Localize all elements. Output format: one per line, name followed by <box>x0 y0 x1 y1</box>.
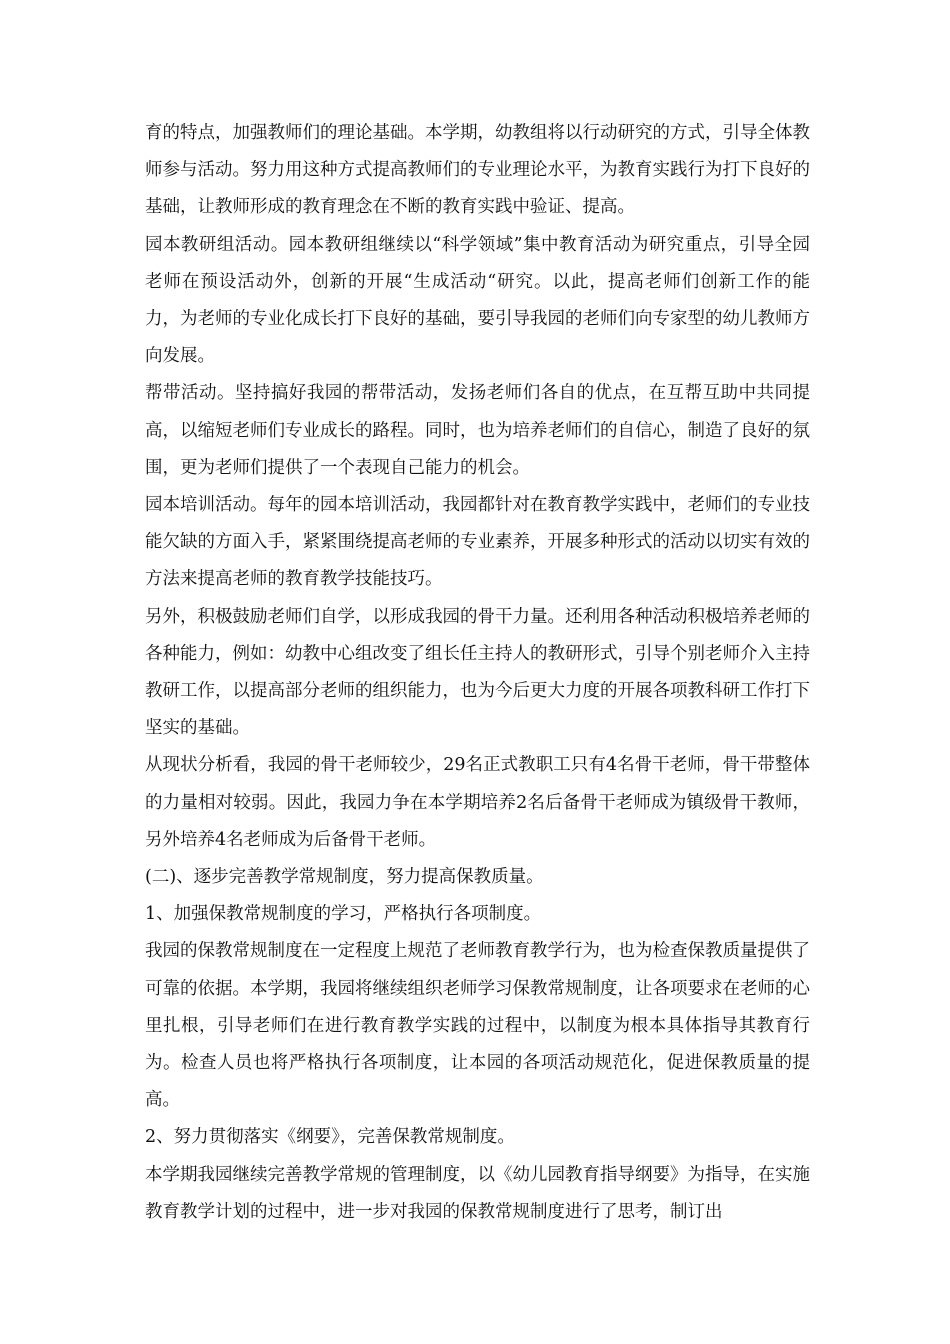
section-heading-2: (二)、逐步完善教学常规制度，努力提高保教质量。 <box>145 867 544 888</box>
paragraph-self-study: 另外，积极鼓励老师们自学，以形成我园的骨干力量。还利用各种活动积极培养老师的各种能力，例如：幼教中心组改变了组长任主持人的教研形式，引导个别老师介入主持教研工作，以提高部分老师的组织能力，也为今后更大力度的开展各项教科研工作打下坚实的基础。 <box>145 606 810 739</box>
paragraph-guideline: 本学期我园继续完善教学常规的管理制度，以《幼儿园教育指导纲要》为指导，在实施教育教学计划的过程中，进一步对我园的保教常规制度进行了思考，制订出 <box>145 1164 810 1222</box>
paragraph-training-activity: 园本培训活动。每年的园本培训活动，我园都针对在教育教学实践中，老师们的专业技能欠缺的方面入手，紧紧围绕提高老师的专业素养，开展多种形式的活动以切实有效的方法来提高老师的教育教学技能技巧。 <box>145 495 810 590</box>
subheading-1: 1、加强保教常规制度的学习，严格执行各项制度。 <box>145 904 542 925</box>
subheading-2: 2、努力贯彻落实《纲要》，完善保教常规制度。 <box>145 1127 515 1148</box>
paragraph-mentoring-activity: 帮带活动。坚持搞好我园的帮带活动，发扬老师们各自的优点，在互帮互助中共同提高，以缩短老师们专业成长的路程。同时，也为培养老师们的自信心，制造了良好的氛围，更为老师们提供了一个表现自己能力的机会。 <box>145 383 810 478</box>
document-body <box>145 115 810 1231</box>
paragraph-teaching-research-group: 园本教研组活动。园本教研组继续以“科学领域”集中教育活动为研究重点，引导全园老师在预设活动外，创新的开展“生成活动“研究。以此，提高老师们创新工作的能力，为老师的专业化成长打下良好的基础，要引导我园的老师们向专家型的幼儿教师方向发展。 <box>145 234 810 367</box>
paragraph-theory-basis: 育的特点，加强教师们的理论基础。本学期，幼教组将以行动研究的方式，引导全体教师参与活动。努力用这种方式提高教师们的专业理论水平，为教育实践行为打下良好的基础，让教师形成的教育理念在不断的教育实践中验证、提高。 <box>145 123 810 218</box>
paragraph-status-analysis: 从现状分析看，我园的骨干老师较少，29名正式教职工只有4名骨干老师，骨干带整体的力量相对较弱。因此，我园力争在本学期培养2名后备骨干老师成为镇级骨干教师，另外培养4名老师成为后备骨干老师。 <box>145 755 810 850</box>
paragraph-regulations: 我园的保教常规制度在一定程度上规范了老师教育教学行为，也为检查保教质量提供了可靠的依据。本学期，我园将继续组织老师学习保教常规制度，让各项要求在老师的心里扎根，引导老师们在进行教育教学实践的过程中，以制度为根本具体指导其教育行为。检查人员也将严格执行各项制度，让本园的各项活动规范化，促进保教质量的提高。 <box>145 941 810 1111</box>
